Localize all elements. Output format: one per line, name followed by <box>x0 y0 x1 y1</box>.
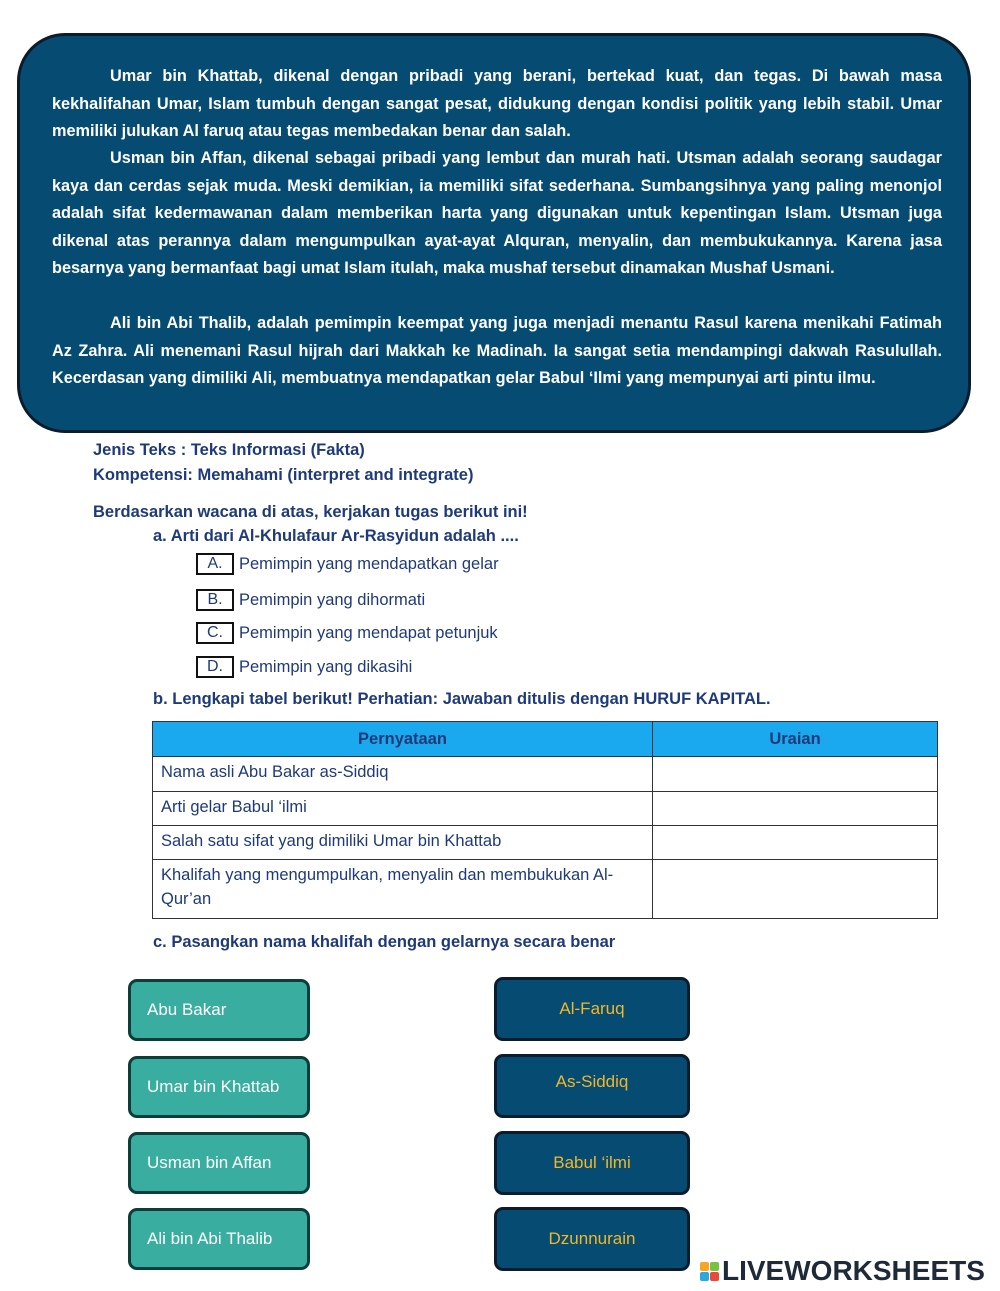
match-title-al-faruq[interactable]: Al-Faruq <box>494 977 690 1041</box>
option-d[interactable] <box>196 656 412 678</box>
option-c[interactable] <box>196 622 498 644</box>
answer-table <box>152 721 938 919</box>
match-name-usman[interactable]: Usman bin Affan <box>128 1132 310 1194</box>
table-row <box>153 860 938 919</box>
option-c-text: Pemimpin yang mendapat petunjuk <box>239 623 498 642</box>
statement-cell: Khalifah yang mengumpulkan, menyalin dan membukukan Al-Qur’an <box>153 860 653 919</box>
table-row <box>153 826 938 860</box>
question-a-prompt: a. Arti dari Al-Khulafaur Ar-Rasyidun adalah .... <box>153 527 519 545</box>
option-b[interactable] <box>196 589 425 611</box>
question-b-prompt: b. Lengkapi tabel berikut! Perhatian: Jawaban ditulis dengan HURUF KAPITAL. <box>153 690 771 708</box>
table-row <box>153 792 938 826</box>
answer-input-cell[interactable] <box>653 792 938 826</box>
option-b-text: Pemimpin yang dihormati <box>239 590 426 609</box>
liveworksheets-logo <box>700 1256 985 1286</box>
option-c-checkbox[interactable]: C. <box>196 622 234 644</box>
reading-passage <box>17 33 971 433</box>
liveworksheets-logo-icon <box>700 1262 719 1281</box>
option-d-text: Pemimpin yang dikasihi <box>239 657 413 676</box>
passage-paragraph-usman: Usman bin Affan, dikenal sebagai pribadi yang lembut dan murah hati. Utsman adalah seorang saudagar kaya dan cerdas sejak muda. Meski demikian, ia memiliki sifat sederhana. Sumbangsihnya yang paling menonjol adalah sifat kedermawanan dalam memberikan harta yang digunakan untuk kepentingan Islam. Utsman juga dikenal atas perannya dalam mengumpulkan ayat-ayat Alquran, menyalin, dan membukukannya. Karena jasa besarnya yang bermanfaat bagi umat Islam itulah, maka mushaf tersebut dinamakan Mushaf Usmani. <box>52 149 942 277</box>
answer-input-cell[interactable] <box>653 757 938 792</box>
match-name-ali[interactable]: Ali bin Abi Thalib <box>128 1208 310 1270</box>
passage-paragraph-ali: Ali bin Abi Thalib, adalah pemimpin keempat yang juga menjadi menantu Rasul karena menikahi Fatimah Az Zahra. Ali menemani Rasul hijrah dari Makkah ke Madinah. Ia sangat setia mendampingi dakwah Rasulullah. Kecerdasan yang dimiliki Ali, membuatnya mendapatkan gelar Babul ‘Ilmi yang mempunyai arti pintu ilmu. <box>52 314 942 387</box>
header-statement: Pernyataan <box>153 722 653 757</box>
option-a-text: Pemimpin yang mendapatkan gelar <box>239 554 499 573</box>
text-type-label: Jenis Teks : Teks Informasi (Fakta) <box>93 441 365 459</box>
table-row <box>153 757 938 792</box>
match-name-umar[interactable]: Umar bin Khattab <box>128 1056 310 1118</box>
option-a-checkbox[interactable]: A. <box>196 553 234 575</box>
liveworksheets-logo-text: LIVEWORKSHEETS <box>722 1255 985 1286</box>
match-name-abu-bakar[interactable]: Abu Bakar <box>128 979 310 1041</box>
option-b-checkbox[interactable]: B. <box>196 589 234 611</box>
answer-input-cell[interactable] <box>653 826 938 860</box>
option-d-checkbox[interactable]: D. <box>196 656 234 678</box>
instruction-text: Berdasarkan wacana di atas, kerjakan tugas berikut ini! <box>93 503 528 521</box>
question-c-prompt: c. Pasangkan nama khalifah dengan gelarnya secara benar <box>153 933 616 951</box>
table-header-row <box>153 722 938 757</box>
match-title-as-siddiq[interactable]: As-Siddiq <box>494 1054 690 1118</box>
statement-cell: Salah satu sifat yang dimiliki Umar bin Khattab <box>153 826 653 860</box>
competency-label: Kompetensi: Memahami (interpret and integrate) <box>93 466 474 484</box>
header-answer: Uraian <box>653 722 938 757</box>
statement-cell: Nama asli Abu Bakar as-Siddiq <box>153 757 653 792</box>
match-title-dzunnurain[interactable]: Dzunnurain <box>494 1207 690 1271</box>
match-title-babul-ilmi[interactable]: Babul ‘ilmi <box>494 1131 690 1195</box>
option-a[interactable] <box>196 553 499 575</box>
statement-cell: Arti gelar Babul ‘ilmi <box>153 792 653 826</box>
answer-input-cell[interactable] <box>653 860 938 919</box>
passage-paragraph-umar: Umar bin Khattab, dikenal dengan pribadi yang berani, bertekad kuat, dan tegas. Di bawah masa kekhalifahan Umar, Islam tumbuh dengan sangat pesat, didukung dengan kondisi politik yang lebih stabil. Umar memiliki julukan Al faruq atau tegas membedakan benar dan salah. <box>52 67 942 140</box>
